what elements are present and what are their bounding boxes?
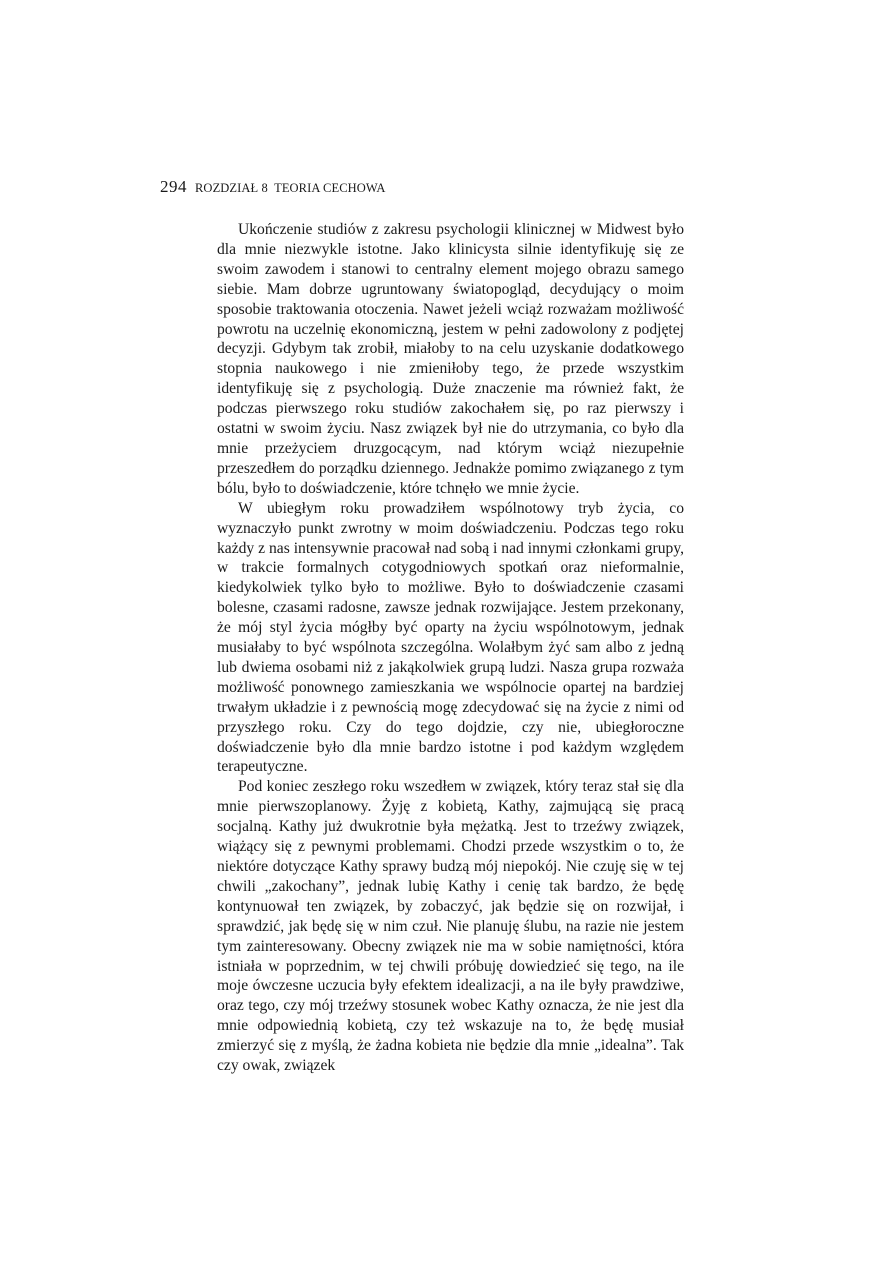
page-number: 294 bbox=[160, 177, 187, 196]
paragraph-2: W ubiegłym roku prowadziłem wspólnotowy tryb życia, co wyznaczyło punkt zwrotny w moim doświadczeniu. Podczas tego roku każdy z nas intensywnie pracował nad sobą i nad innymi członkami grupy, w trakcie formalnych cotygodniowych spotkań oraz nieformalnie, kiedykolwiek tylko było to możliwe. Było to doświadczenie czasami bolesne, czasami radosne, zawsze jednak rozwijające. Jestem przekonany, że mój styl życia mógłby być oparty na życiu wspólnotowym, jednak musiałaby to być wspólnota szczególna. Wolałbym żyć sam albo z jedną lub dwiema osobami niż z jakąkolwiek grupą ludzi. Nasza grupa rozważa możliwość ponownego zamieszkania we wspólnocie opartej na bardziej trwałym układzie i z pewnością mogę zdecydować się na życie z nimi od przyszłego roku. Czy do tego dojdzie, czy nie, ubiegłoroczne doświadczenie było dla mnie bardzo istotne i pod każdym względem terapeutyczne. bbox=[217, 499, 684, 776]
body-text bbox=[217, 220, 684, 1076]
paragraph-3: Pod koniec zeszłego roku wszedłem w związek, który teraz stał się dla mnie pierwszoplanowy. Żyję z kobietą, Kathy, zajmującą się pracą socjalną. Kathy już dwukrotnie była mężatką. Jest to trzeźwy związek, wiążący się z pewnymi problemami. Chodzi przede wszystkim o to, że niektóre dotyczące Kathy sprawy budzą mój niepokój. Nie czuję się w tej chwili „zakochany”, jednak lubię Kathy i cenię tak bardzo, że będę kontynuował ten związek, by zobaczyć, jak będzie się on rozwijał, i sprawdzić, jak będę się w nim czuł. Nie planuję ślubu, na razie nie jestem tym zainteresowany. Obecny związek nie ma w sobie namiętności, która istniała w poprzednim, w tej chwili próbuję dowiedzieć się tego, na ile moje ówczesne uczucia były efektem idealizacji, a na ile były prawdziwe, oraz tego, czy mój trzeźwy stosunek wobec Kathy oznacza, że nie jest dla mnie odpowiednią kobietą, czy też wskazuje na to, że będę musiał zmierzyć się z myślą, że żadna kobieta nie będzie dla mnie „idealna”. Tak czy owak, związek bbox=[217, 778, 684, 1075]
running-head bbox=[160, 177, 386, 198]
paragraph-1: Ukończenie studiów z zakresu psychologii klinicznej w Midwest było dla mnie niezwykle istotne. Jako klinicysta silnie identyfikuję się ze swoim zawodem i stanowi to centralny element mojego obrazu samego siebie. Mam dobrze ugruntowany światopogląd, decydujący o moim sposobie traktowania otoczenia. Nawet jeżeli wciąż rozważam możliwość powrotu na uczelnię ekonomiczną, jestem w pełni zadowolony z podjętej decyzji. Gdybym tak zrobił, miałoby to na celu uzyskanie dodatkowego stopnia naukowego i nie zmieniłoby tego, że przede wszystkim identyfikuję się z psychologią. Duże znaczenie ma również fakt, że podczas pierwszego roku studiów zakochałem się, po raz pierwszy i ostatni w swoim życiu. Nasz związek był nie do utrzymania, co było dla mnie przeżyciem druzgocącym, nad którym wciąż niezupełnie przeszedłem do porządku dziennego. Jednakże pomimo związanego z tym bólu, było to doświadczenie, które tchnęło we mnie życie. bbox=[217, 221, 684, 497]
chapter-title: ROZDZIAŁ 8 TEORIA CECHOWA bbox=[195, 181, 386, 195]
